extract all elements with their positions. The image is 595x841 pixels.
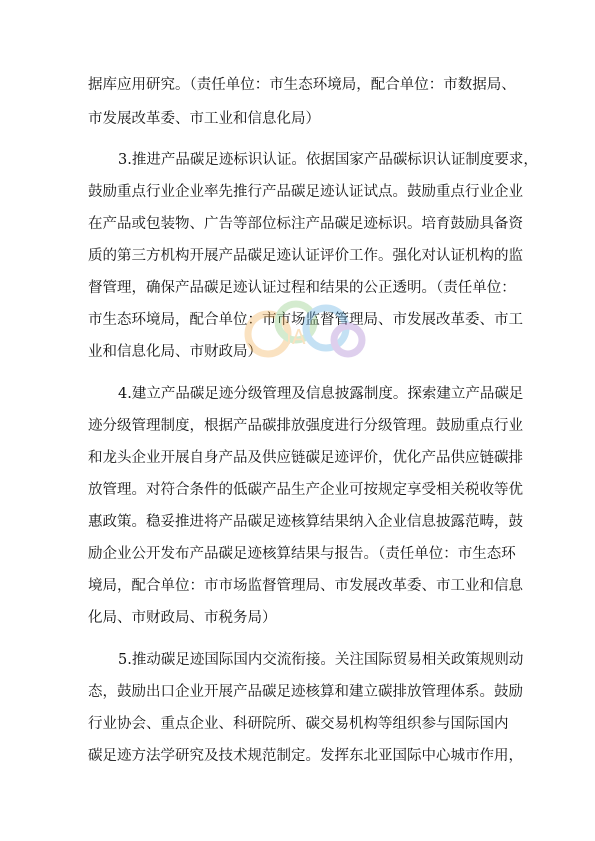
text-line: 励企业公开发布产品碳足迹核算结果与报告。（责任单位：市生态环 [88,546,516,562]
text-line: 业和信息化局、市财政局） [88,344,262,360]
text-line: 质的第三方机构开展产品碳足迹认证评价工作。强化对认证机构的监 [88,248,523,264]
text-line: 态，鼓励出口企业开展产品碳足迹核算和建立碳排放管理体系。鼓励 [88,684,523,700]
text-line: 境局，配合单位：市市场监督管理局、市发展改革委、市工业和信息 [88,578,523,594]
text-line: 鼓励重点行业企业率先推行产品碳足迹认证试点。鼓励重点行业企业 [88,184,523,200]
text-line: 放管理。对符合条件的低碳产品生产企业可按规定享受相关税收等优 [88,482,523,498]
text-line: 碳足迹方法学研究及技术规范制定。发挥东北亚国际中心城市作用， [88,748,523,764]
text-line: 市发展改革委、市工业和信息化局） [88,111,320,127]
text-line: 4.建立产品碳足迹分级管理及信息披露制度。探索建立产品碳足 [118,386,524,402]
text-line: 惠政策。稳妥推进将产品碳足迹核算结果纳入企业信息披露范畴，鼓 [88,514,523,530]
text-line: 化局、市财政局、市税务局） [88,610,277,626]
text-line: 市生态环境局，配合单位：市市场监督管理局、市发展改革委、市工 [88,312,523,328]
svg-text:IA: IA [286,325,306,349]
text-line: 督管理，确保产品碳足迹认证过程和结果的公正透明。（责任单位： [88,280,516,296]
text-line: 迹分级管理制度，根据产品碳排放强度进行分级管理。鼓励重点行业 [88,418,523,434]
text-line: 行业协会、重点企业、科研院所、碳交易机构等组织参与国际国内 [88,716,509,732]
text-line: 据库应用研究。（责任单位：市生态环境局，配合单位：市数据局、 [88,77,516,93]
text-line: 5.推动碳足迹国际国内交流衔接。关注国际贸易相关政策规则动 [118,652,524,668]
text-line: 和龙头企业开展自身产品及供应链碳足迹评价，优化产品供应链碳排 [88,450,523,466]
text-line: 在产品或包装物、广告等部位标注产品碳足迹标识。培育鼓励具备资 [88,216,523,232]
text-line: 3.推进产品碳足迹标识认证。依据国家产品碳标识认证制度要求， [118,152,538,168]
